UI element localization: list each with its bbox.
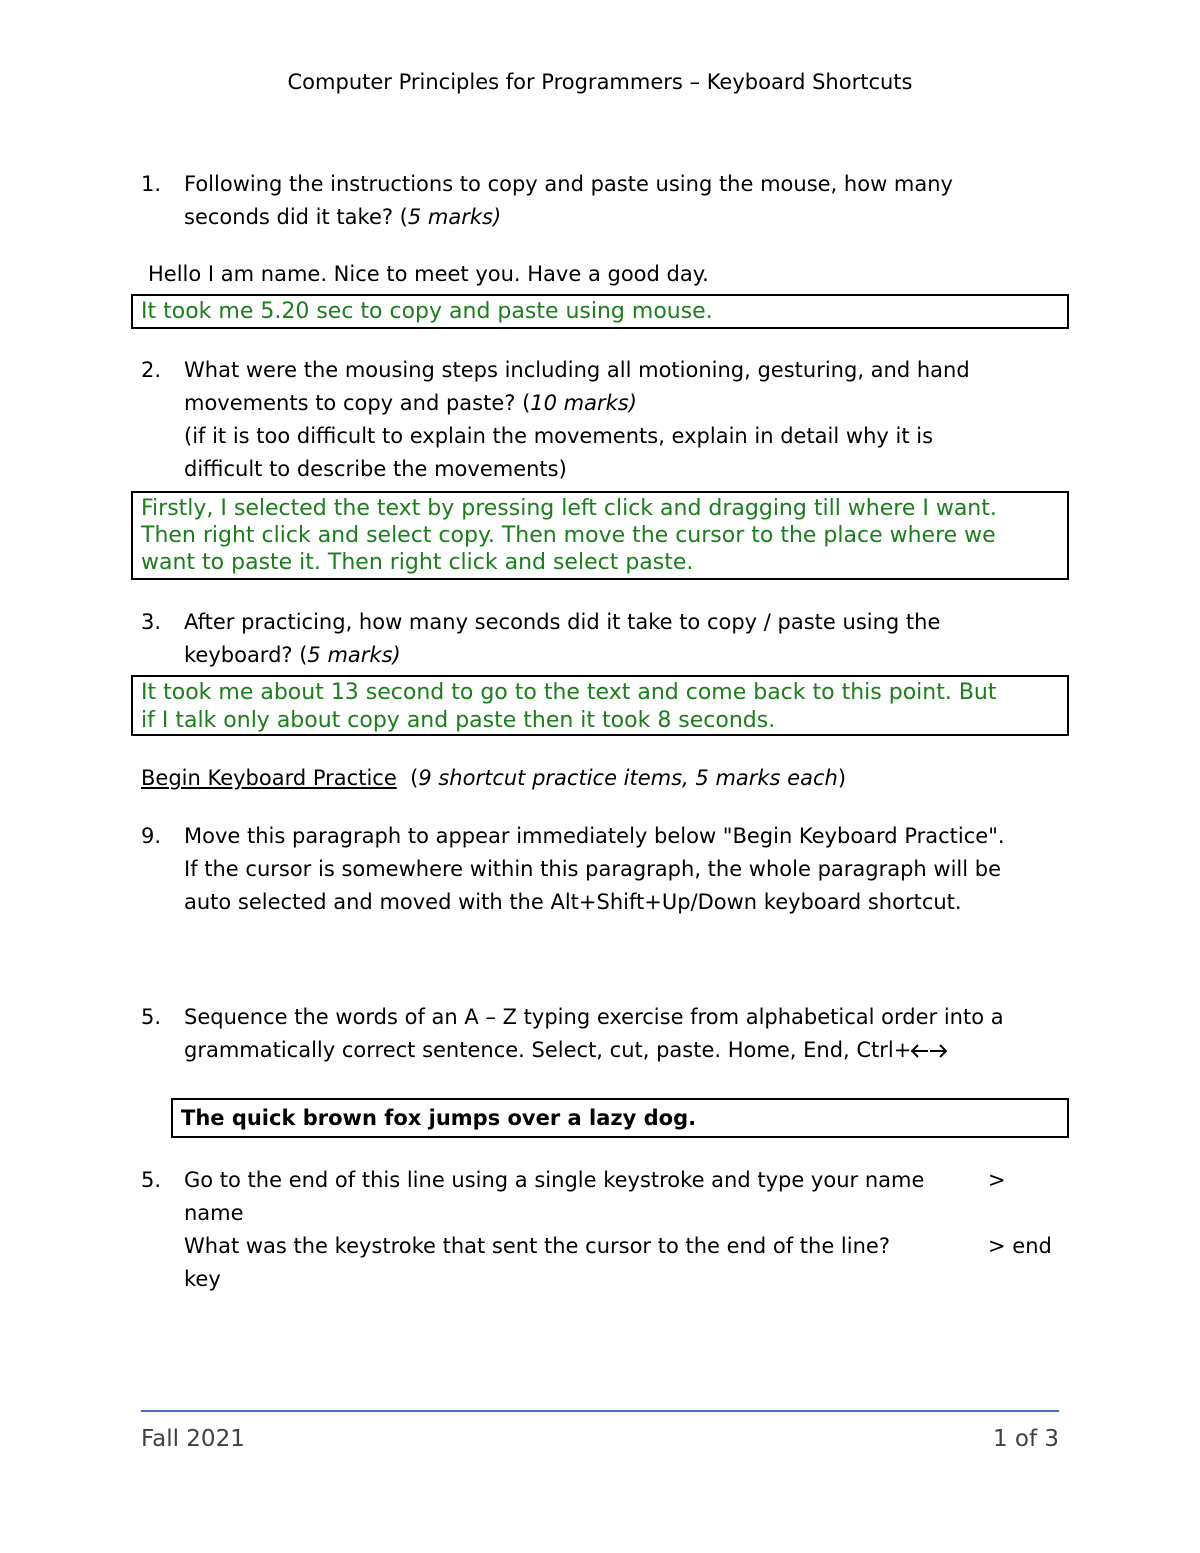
answer-box-2[interactable]: Firstly, I selected the text by pressing left click and dragging till where I want. Then right click and select copy. Then move the cursor to the place where we want to paste it. Then right click and select paste. xyxy=(131,491,1069,580)
answer-box-1[interactable]: It took me 5.20 sec to copy and paste using mouse. xyxy=(131,294,1069,329)
answer-box-3[interactable]: It took me about 13 second to go to the text and come back to this point. But if I talk only about copy and paste then it took 8 seconds. xyxy=(131,675,1069,736)
question-number: 9. xyxy=(141,824,162,848)
footer-term: Fall 2021 xyxy=(141,1426,245,1452)
question-9-text: Move this paragraph to appear immediately below "Begin Keyboard Practice". If the cursor is somewhere within this paragraph, the whole paragraph will be auto selected and moved with the Alt+Shift+Up/Down keyboard shortcut. xyxy=(184,824,1005,914)
answer-box-5a[interactable]: The quick brown fox jumps over a lazy dog. xyxy=(171,1098,1069,1138)
question-3-text: After practicing, how many seconds did it take to copy / paste using the keyboard? (5 marks) xyxy=(184,610,941,667)
page-number: 1 of 3 xyxy=(992,1426,1059,1452)
arrow-right-icon xyxy=(929,1044,947,1058)
question-number: 3. xyxy=(141,610,162,634)
question-number: 5. xyxy=(141,1005,162,1029)
question-2-text: What were the mousing steps including all motioning, gesturing, and hand movements to copy and paste? (10 marks) (if it is too difficult to explain the movements, explain in detail why it is difficult to describe the movements) xyxy=(184,358,970,481)
question-5a-text: Sequence the words of an A – Z typing exercise from alphabetical order into a grammatically correct sentence. Select, cut, paste. Home, End, Ctrl+ xyxy=(184,1005,1004,1062)
footer-rule xyxy=(141,1410,1059,1412)
question-5b-text: Go to the end of this line using a single keystroke and type your name > name What was the keystroke that sent the cursor to the end of the line? > end key xyxy=(184,1168,1052,1291)
page-title: Computer Principles for Programmers – Keyboard Shortcuts xyxy=(287,70,913,94)
question-number: 2. xyxy=(141,358,162,382)
sample-text: Hello I am name. Nice to meet you. Have a good day. xyxy=(148,262,709,286)
question-1-text: Following the instructions to copy and paste using the mouse, how many seconds did it take? (5 marks) xyxy=(184,172,953,229)
question-number: 5. xyxy=(141,1168,162,1192)
section-heading: Begin Keyboard Practice (9 shortcut practice items, 5 marks each) xyxy=(141,766,847,790)
question-number: 1. xyxy=(141,172,162,196)
arrow-left-icon xyxy=(911,1044,929,1058)
